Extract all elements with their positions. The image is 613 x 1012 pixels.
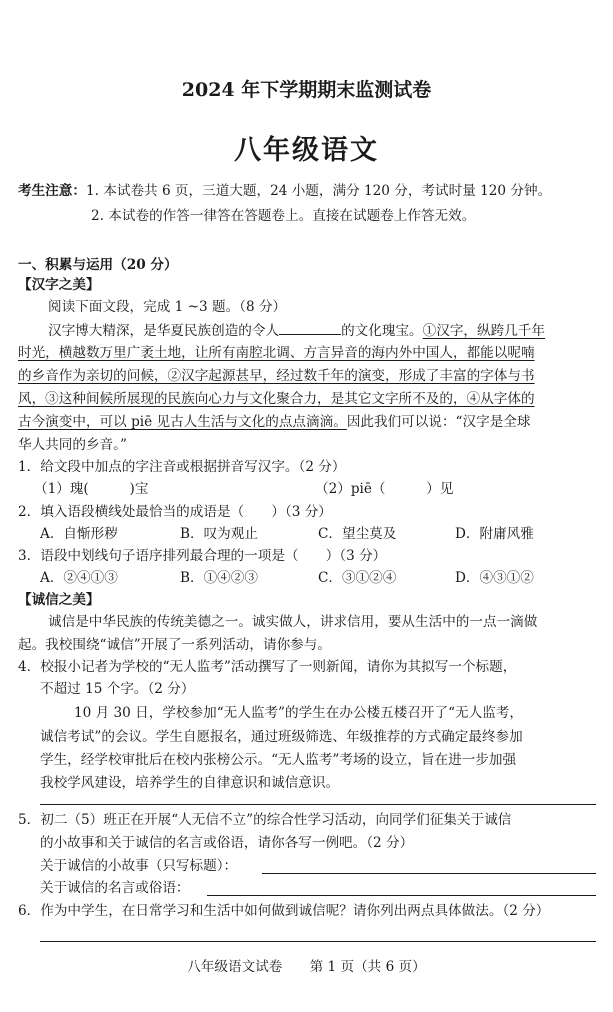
- section-heading: 一、积累与运用（20 分）: [18, 257, 178, 273]
- news-line-1: 10 月 30 日，学校参加“无人监考”的学生在办公楼五楼召开了“无人监考，: [74, 705, 524, 721]
- question-4: 4．校报小记者为学校的“无人监考”活动撰写了一则新闻，请你为其拟写一个标题，: [18, 659, 517, 675]
- q4-answer-line[interactable]: [40, 804, 596, 805]
- news-line-4: 我校学风建设，培养学生的自律意识和诚信意识。: [40, 775, 340, 791]
- notice-item-1: 1. 本试卷共 6 页，三道大题，24 小题，满分 120 分，考试时量 120 分钟。: [85, 183, 552, 199]
- news-line-3: 学生，经学校审批后在校内张榜公示。“无人监考”考场的设立，旨在进一步加强: [40, 752, 517, 768]
- passage-line-3: 的乡音作为亲切的问候，②汉字起源甚早，经过数千年的演变，形成了丰富的字体与书: [18, 368, 535, 384]
- notice-line-1: [18, 182, 551, 200]
- subsection-chengxin: 【诚信之美】: [18, 592, 100, 608]
- q3-option-a: A．②④①③: [40, 570, 118, 586]
- fill-blank: [279, 320, 341, 335]
- passage-line-4: 风，③这种间候所展现的民族向心力与文化聚合力，是其它文字所不及的，④从字体的: [18, 391, 535, 407]
- question-1-part-a: （1）瑰( )宝: [34, 481, 149, 497]
- passage-line-1: 汉字博大精深，是华夏民族创造的令人 的文化瑰宝。①汉字，纵跨几千年: [48, 320, 545, 340]
- exam-title: 2024 年下学期期末监测试卷: [181, 79, 432, 101]
- q5-story-answer-line[interactable]: [262, 873, 596, 874]
- question-1-part-b: （2）piē（ ）见: [315, 481, 454, 497]
- question-3: 3．语段中划线句子语序排列最合理的一项是（ ）（3 分）: [18, 548, 387, 564]
- q3-option-b: B．①④②③: [180, 570, 258, 586]
- q2-option-b: B．叹为观止: [180, 526, 258, 542]
- notice-label: 考生注意：: [18, 183, 86, 199]
- q2-option-c: C．望尘莫及: [318, 526, 397, 542]
- question-5: 5．初二（5）班正在开展“人无信不立”的综合性学习活动，向同学们征集关于诚信: [18, 812, 512, 828]
- passage-line-6: 华人共同的乡音。”: [18, 437, 127, 453]
- q2-option-a: A．自惭形秽: [40, 526, 118, 542]
- news-line-2: 诚信考试”的会议。学生自愿报名，通过班级筛选、年级推荐的方式确定最终参加: [40, 729, 523, 745]
- q5-quote-answer-line[interactable]: [207, 895, 596, 896]
- question-2: 2．填入语段横线处最恰当的成语是（ ）（3 分）: [18, 504, 332, 520]
- question-6: 6．作为中学生，在日常学习和生活中如何做到诚信呢？请你列出两点具体做法。（2 分）: [18, 903, 550, 919]
- q2-option-d: D．附庸风雅: [455, 526, 534, 542]
- question-5-cont: 的小故事和关于诚信的名言或俗语，请你各写一例吧。（2 分）: [40, 835, 414, 851]
- notice-item-2: 2. 本试卷的作答一律答在答题卷上。直接在试题卷上作答无效。: [91, 208, 476, 224]
- subsection-hanzi: 【汉字之美】: [18, 277, 100, 293]
- page-footer: 八年级语文试卷 第 1 页（共 6 页）: [187, 959, 426, 975]
- reading-intro: 阅读下面文段，完成 1 ~3 题。（8 分）: [48, 299, 287, 315]
- subject-title: 八年级语文: [234, 135, 379, 166]
- chengxin-line-2: 起。我校围绕“诚信”开展了一系列活动，请你参与。: [18, 637, 331, 653]
- chengxin-line-1: 诚信是中华民族的传统美德之一。诚实做人，讲求信用，要从生活中的一点一滴做: [48, 614, 538, 630]
- question-4-cont: 不超过 15 个字。（2 分）: [40, 681, 195, 697]
- q5-quote-label: 关于诚信的名言或俗语：: [40, 880, 190, 896]
- q3-option-d: D．④③①②: [455, 570, 534, 586]
- passage-line-2: 时光，横越数万里广袤土地，让所有南腔北调、方言异音的海内外中国人，都能以呢喃: [18, 345, 535, 361]
- q5-story-label: 关于诚信的小故事（只写标题）：: [40, 858, 238, 874]
- q3-option-c: C．③①②④: [318, 570, 397, 586]
- question-1: 1．给文段中加点的字注音或根据拼音写汉字。（2 分）: [18, 459, 346, 475]
- passage-line-5: 古今演变中，可以 piē 见古人生活与文化的点点滴滴。因此我们可以说：“汉字是全球: [18, 414, 531, 430]
- footer-divider: [40, 941, 596, 942]
